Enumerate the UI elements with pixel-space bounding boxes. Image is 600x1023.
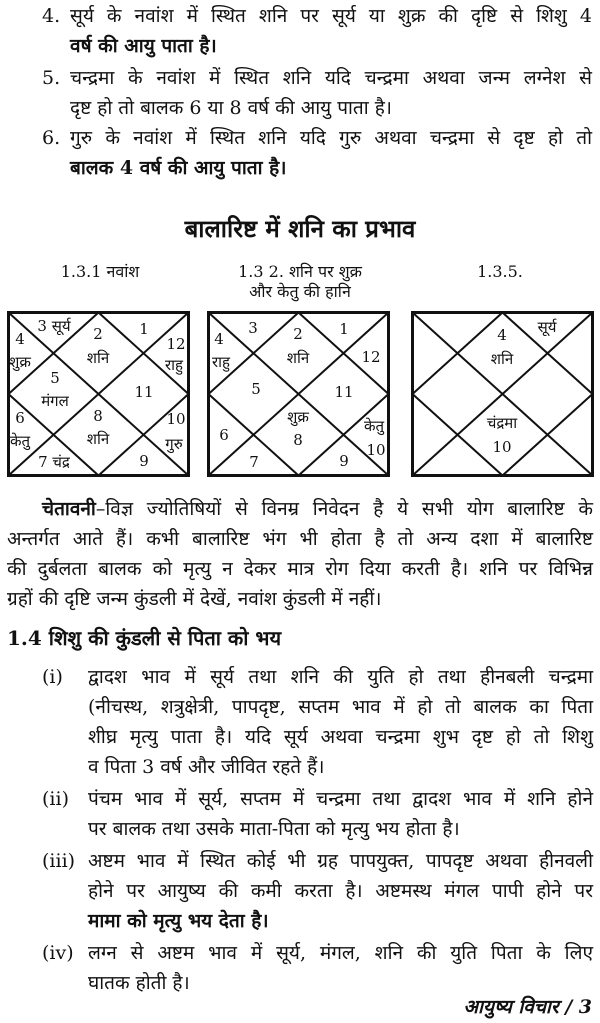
- house-8-planet: शुक्र: [287, 408, 309, 426]
- chart-2-caption-line-2: और केतु की हानि: [249, 282, 351, 301]
- house-3-number: 3: [248, 319, 258, 337]
- house-1-planet: सूर्य: [537, 318, 557, 336]
- warning-label: चेतावनी: [42, 498, 96, 520]
- house-7-number: 7: [249, 453, 259, 471]
- kundli-chart-2: [207, 311, 390, 477]
- item-iv-line-2: घातक होती है।: [88, 972, 190, 994]
- house-8-planet: चंद्रमा: [486, 414, 518, 432]
- section-heading: बालारिष्ट में शनि का प्रभाव: [184, 214, 416, 243]
- warning-line-4: ग्रहों की दृष्टि जन्म कुंडली में देखें, नवांश कुंडली में नहीं।: [7, 588, 382, 610]
- house-5-number: 5: [251, 380, 261, 398]
- house-6-number: 6: [219, 426, 229, 444]
- house-7-label: 7 चंद्र: [38, 453, 70, 471]
- item-iii-line-3: मामा को मृत्यु भय देता है।: [88, 910, 269, 932]
- item-number: (iii): [42, 850, 76, 872]
- kundli-chart-3: [411, 311, 594, 477]
- house-2-number: 2: [93, 325, 103, 343]
- section-title: 1.4 शिशु की कुंडली से पिता को भय: [7, 626, 282, 650]
- item-i-line-4: व पिता 3 वर्ष और जीवित रहते हैं।: [88, 756, 325, 778]
- item-ii-line-1: पंचम भाव में सूर्य, सप्तम में चन्द्रमा तथा द्वादश भाव में शनि होने: [88, 788, 593, 810]
- warning-line-3: की दुर्बलता बालक को मृत्यु न देकर मात्र रोग दिया करती है। शनि पर विभिन्न: [7, 558, 593, 580]
- house-10-planet: गुरु: [165, 435, 183, 453]
- item-number: (i): [42, 666, 63, 688]
- house-11-number: 11: [134, 383, 154, 401]
- house-9-number: 9: [139, 452, 149, 470]
- house-8-planet: शनि: [86, 430, 110, 448]
- warning-text: –विज्ञ ज्योतिषियों से विनम्र निवेदन है ये सभी योग बालारिष्ट के: [95, 498, 593, 520]
- house-4-planet: शुक्र: [9, 353, 31, 371]
- item-number: (ii): [42, 788, 69, 810]
- house-11-number: 11: [334, 383, 354, 401]
- house-2-number: 2: [293, 325, 303, 343]
- house-3-label: 3 सूर्य: [37, 317, 71, 335]
- item-iii-line-2: होने पर आयुष्य की कमी करता है। अष्टमस्थ मंगल पापी होने पर: [88, 880, 593, 902]
- house-10-planet: केतु: [363, 417, 385, 435]
- house-6-number: 6: [15, 409, 25, 427]
- house-10-number: 10: [366, 441, 386, 459]
- chart-2-caption-line-1: 1.3 2. शनि पर शुक्र: [238, 262, 362, 281]
- house-2-number: 4: [497, 326, 507, 344]
- house-9-number: 9: [339, 452, 349, 470]
- house-8-number: 8: [93, 407, 103, 425]
- rule-4-line-1: सूर्य के नवांश में स्थित शनि पर सूर्य या शुक्र की दृष्टि से शिशु 4: [70, 5, 592, 27]
- house-4-number: 4: [15, 330, 25, 348]
- house-2-planet: शनि: [86, 349, 110, 367]
- house-1-number: 1: [339, 320, 349, 338]
- house-6-planet: केतु: [9, 432, 31, 450]
- rule-number: 5.: [42, 67, 61, 89]
- warning-line-1: [42, 497, 593, 521]
- item-ii-line-2: पर बालक तथा उसके माता-पिता को मृत्यु भय होता है।: [88, 818, 460, 840]
- house-12-number: 12: [361, 348, 381, 366]
- rule-5-line-2: दृष्ट हो तो बालक 6 या 8 वर्ष की आयु पाता है।: [70, 97, 392, 119]
- house-12-number: 12: [166, 335, 186, 353]
- item-i-line-3: शीघ्र मृत्यु पाता है। यदि सूर्य अथवा चन्द्रमा शुभ दृष्ट हो तो शिशु: [88, 726, 593, 748]
- house-2-planet: शनि: [490, 350, 514, 368]
- house-5-number: 5: [50, 369, 60, 387]
- rule-number: 6.: [42, 127, 61, 149]
- rule-4-line-2: वर्ष की आयु पाता है।: [70, 35, 217, 57]
- house-1-number: 1: [139, 320, 149, 338]
- rule-6-line-1: गुरु के नवांश में स्थित शनि यदि गुरु अथवा चन्द्रमा से दृष्ट हो तो: [70, 127, 592, 149]
- rule-5-line-1: चन्द्रमा के नवांश में स्थित शनि यदि चन्द्रमा अथवा जन्म लग्नेश से: [70, 67, 592, 89]
- house-4-number: 4: [214, 330, 224, 348]
- chart-3-caption: 1.3.5.: [477, 262, 523, 281]
- item-iii-line-1: अष्टम भाव में स्थित कोई भी ग्रह पापयुक्त, पापदृष्ट अथवा हीनवली: [88, 850, 593, 872]
- house-8-number: 10: [492, 438, 512, 456]
- chart-1-caption: 1.3.1 नवांश: [60, 262, 140, 281]
- kundli-chart-1: [7, 311, 190, 477]
- item-i-line-2: (नीचस्थ, शत्रुक्षेत्री, पापदृष्ट, सप्तम भाव में हो तो बालक का पिता: [88, 696, 593, 718]
- item-number: (iv): [42, 942, 74, 964]
- rule-6-line-2: बालक 4 वर्ष की आयु पाता है।: [70, 157, 287, 179]
- item-iv-line-1: लग्न से अष्टम भाव में सूर्य, मंगल, शनि की युति पिता के लिए: [88, 942, 593, 964]
- house-2-planet: शनि: [286, 349, 310, 367]
- house-12-planet: राहु: [165, 356, 183, 374]
- page-footer: आयुष्य विचार / 3: [463, 996, 592, 1018]
- rule-number: 4.: [42, 5, 61, 27]
- item-i-line-1: द्वादश भाव में सूर्य तथा शनि की युति हो तथा हीनबली चन्द्रमा: [88, 666, 593, 688]
- warning-line-2: अन्तर्गत आते हैं। कभी बालारिष्ट भंग भी होता है तो अन्य दशा में बालारिष्ट: [7, 528, 593, 550]
- house-8-number: 8: [293, 431, 303, 449]
- house-10-number: 10: [166, 410, 186, 428]
- house-5-planet: मंगल: [41, 392, 69, 410]
- house-4-planet: राहु: [212, 353, 230, 371]
